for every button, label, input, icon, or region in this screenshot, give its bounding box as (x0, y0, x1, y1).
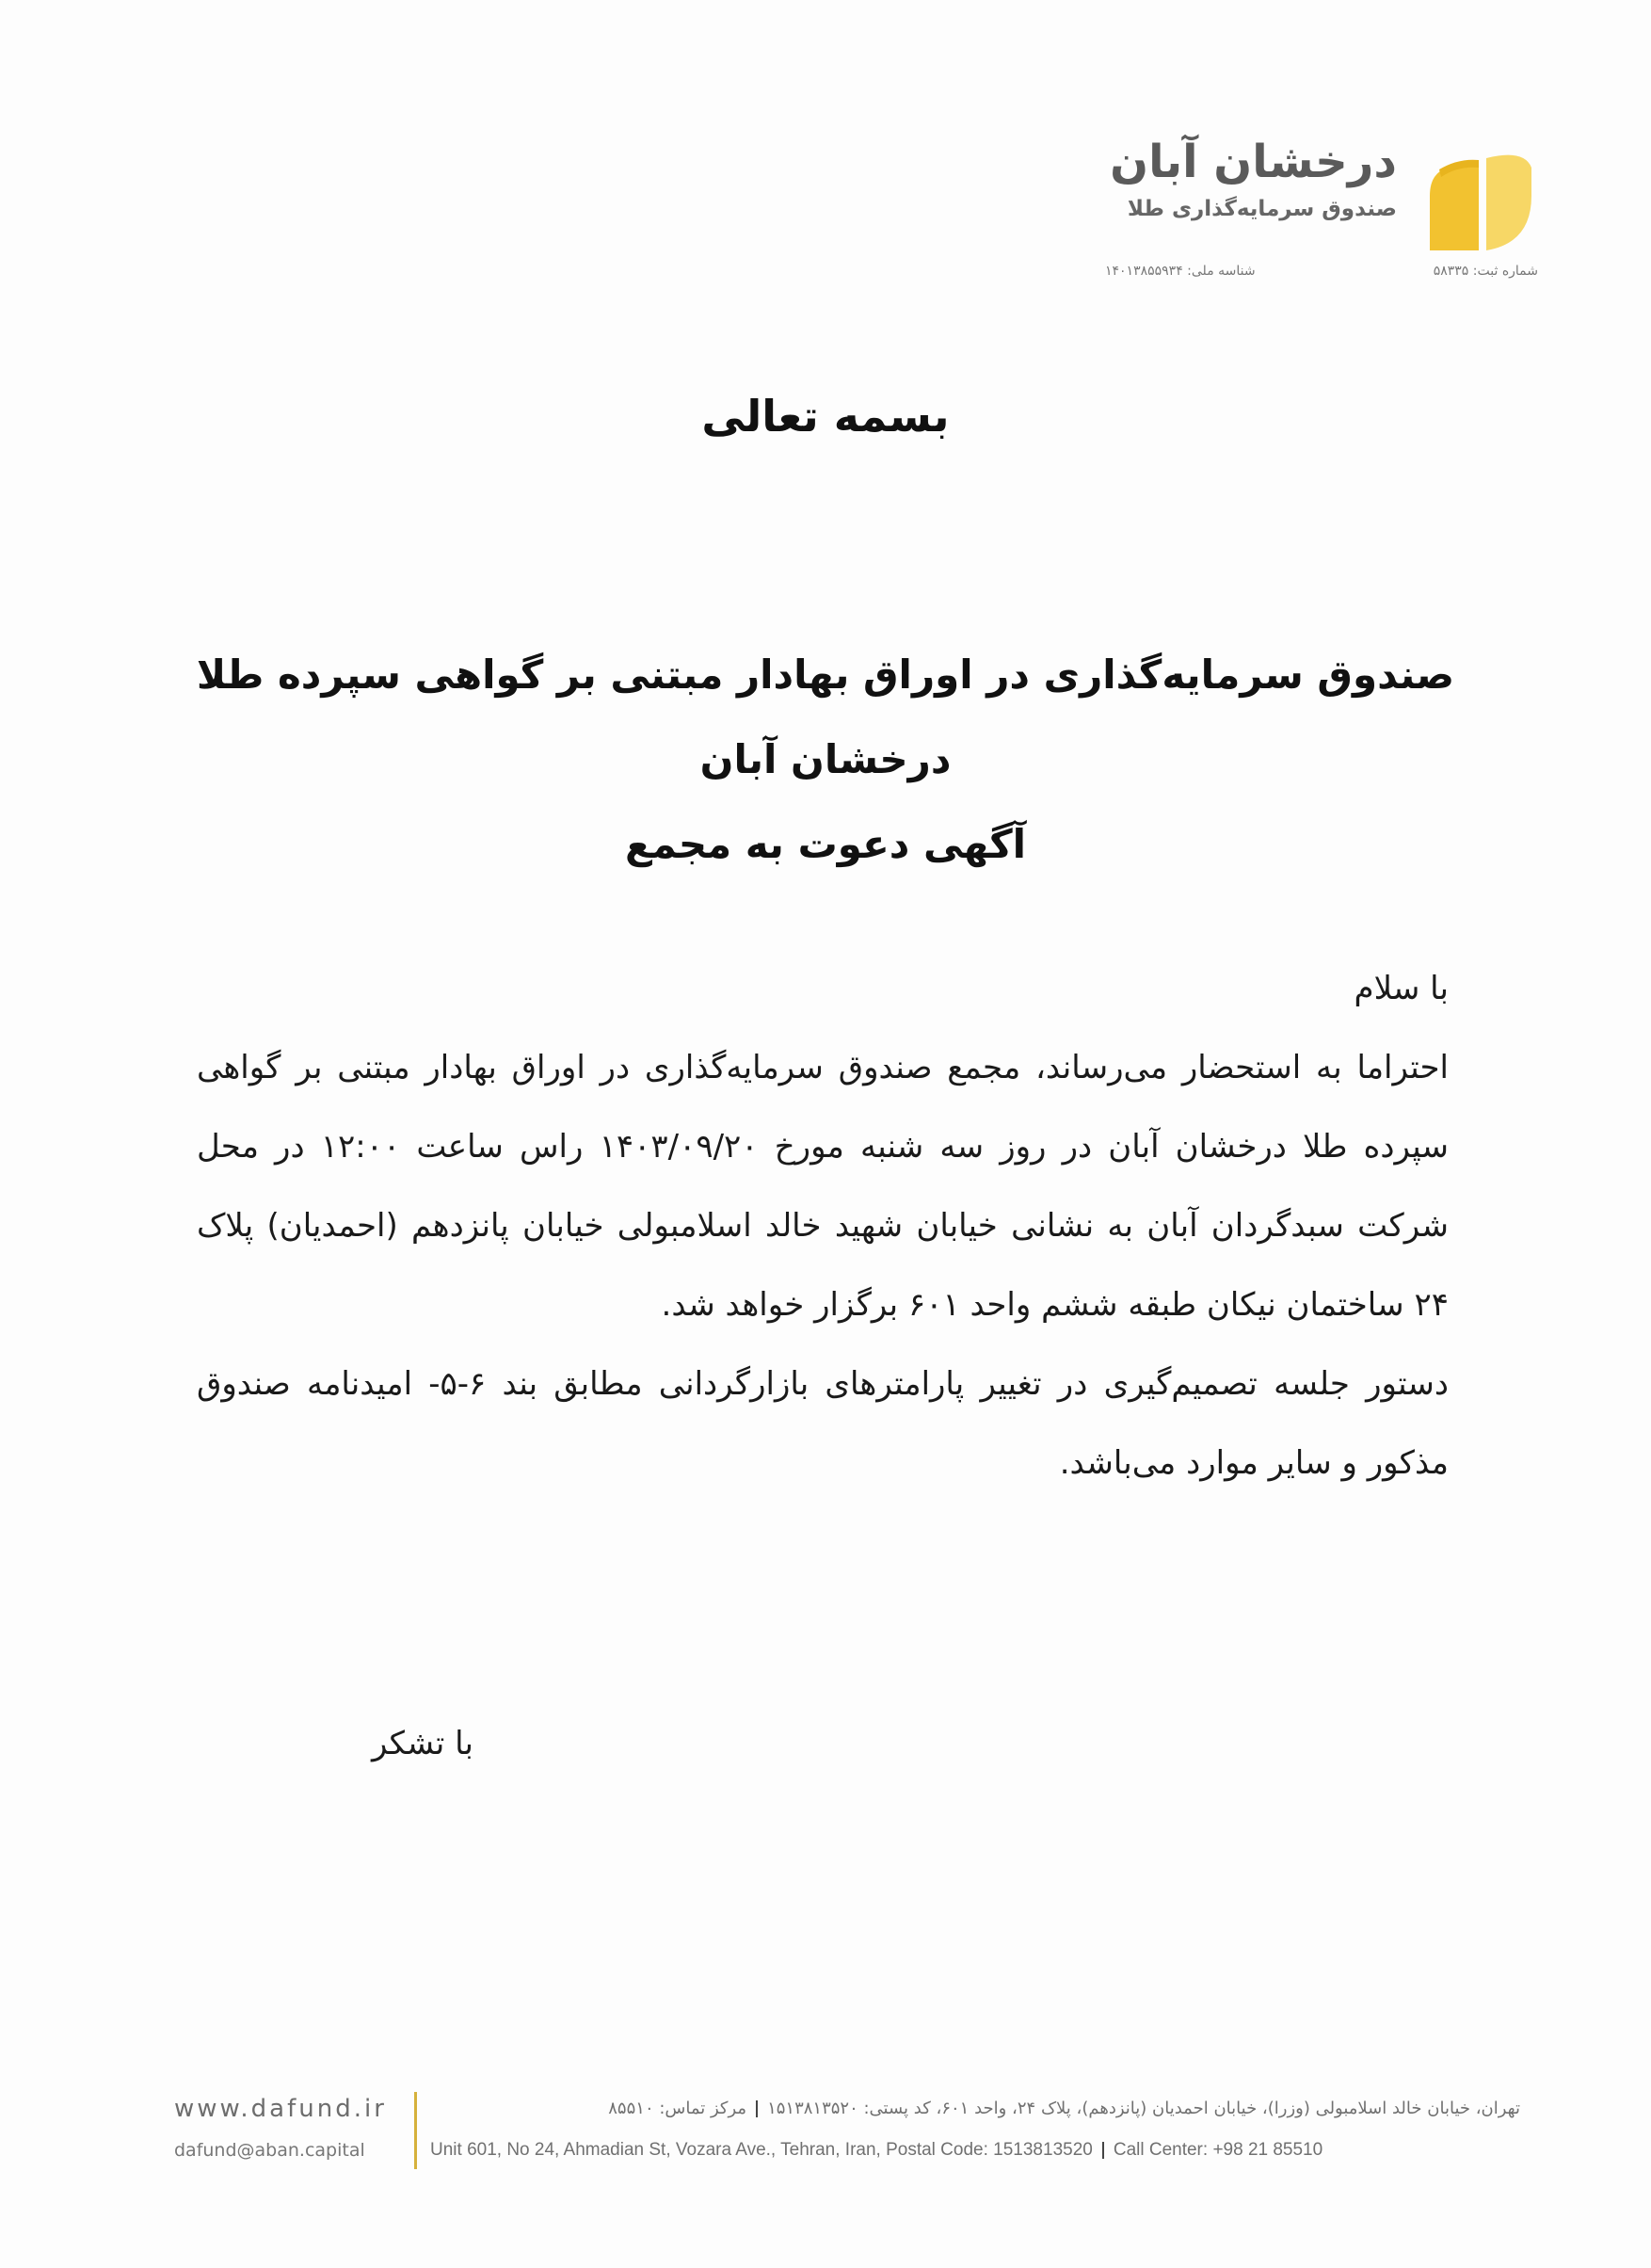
letterhead (1105, 132, 1538, 292)
greeting: با سلام (1354, 970, 1449, 1007)
title-line-2: درخشان آبان (699, 736, 952, 782)
closing: با تشکر (372, 1725, 473, 1762)
body-paragraph-1: احتراما به استحضار می‌رساند، مجمع صندوق سرمایه‌گذاری در اوراق بهادار مبتنی بر گواهی سپرده طلا درخشان آبان در روز سه شنبه مورخ ۱۴۰۳/۰۹/۲۰ راس ساعت ۱۲:۰۰ در محل شرکت سبدگردان آبان به نشانی خیابان شهید خالد اسلامبولی خیابان پانزدهم (احمدیان) پلاک ۲۴ ساختمان نیکان طبقه ششم واحد ۶۰۱ برگزار خواهد شد. (197, 1049, 1449, 1324)
brand-name: درخشان آبان (1110, 136, 1397, 188)
brand-subtitle: صندوق سرمایه‌گذاری طلا (1127, 197, 1397, 221)
body-paragraph-2: دستور جلسه تصمیم‌گیری در تغییر پارامترهای بازارگردانی مطابق بند ۶-۵- امیدنامه صندوق مذکور و سایر موارد می‌باشد. (197, 1365, 1450, 1482)
brand-text (1110, 132, 1397, 226)
footer-divider (414, 2092, 417, 2169)
call-center-fa: مرکز تماس: ۸۵۵۱۰ (608, 2099, 747, 2118)
website-link[interactable]: www.dafund.ir (174, 2095, 387, 2123)
address-fa-text: تهران، خیابان خالد اسلامبولی (وزرا)، خیابان احمدیان (پانزدهم)، پلاک ۲۴، واحد ۶۰۱، کد پستی: ۱۵۱۳۸۱۳۵۲۰ (767, 2099, 1520, 2118)
address-en-text: Unit 601, No 24, Ahmadian St, Vozara Ave., Tehran, Iran, Postal Code: 1513813520 (430, 2140, 1093, 2160)
call-center-en: Call Center: +98 21 85510 (1113, 2140, 1323, 2160)
footer-bar (1102, 2142, 1104, 2159)
footer-contact (174, 2088, 405, 2171)
letter-body (197, 960, 1449, 1503)
footer-address (430, 2088, 1520, 2171)
brand-logo-icon (1420, 139, 1538, 257)
footer (174, 2088, 1520, 2173)
registration-line (1105, 264, 1538, 279)
address-english (430, 2130, 1520, 2171)
invocation-heading: بسمه تعالی (701, 391, 950, 442)
footer-bar (756, 2100, 758, 2117)
registration-number: شماره ثبت: ۵۸۳۳۵ (1433, 264, 1538, 279)
document-title (188, 633, 1463, 887)
address-persian (430, 2088, 1520, 2130)
title-line-3: آگهی دعوت به مجمع (624, 821, 1027, 867)
national-id: شناسه ملی: ۱۴۰۱۳۸۵۵۹۳۴ (1105, 264, 1256, 279)
title-line-1: صندوق سرمایه‌گذاری در اوراق بهادار مبتنی بر گواهی سپرده طلا (196, 651, 1455, 698)
email-link[interactable]: dafund@aban.capital (174, 2140, 365, 2161)
